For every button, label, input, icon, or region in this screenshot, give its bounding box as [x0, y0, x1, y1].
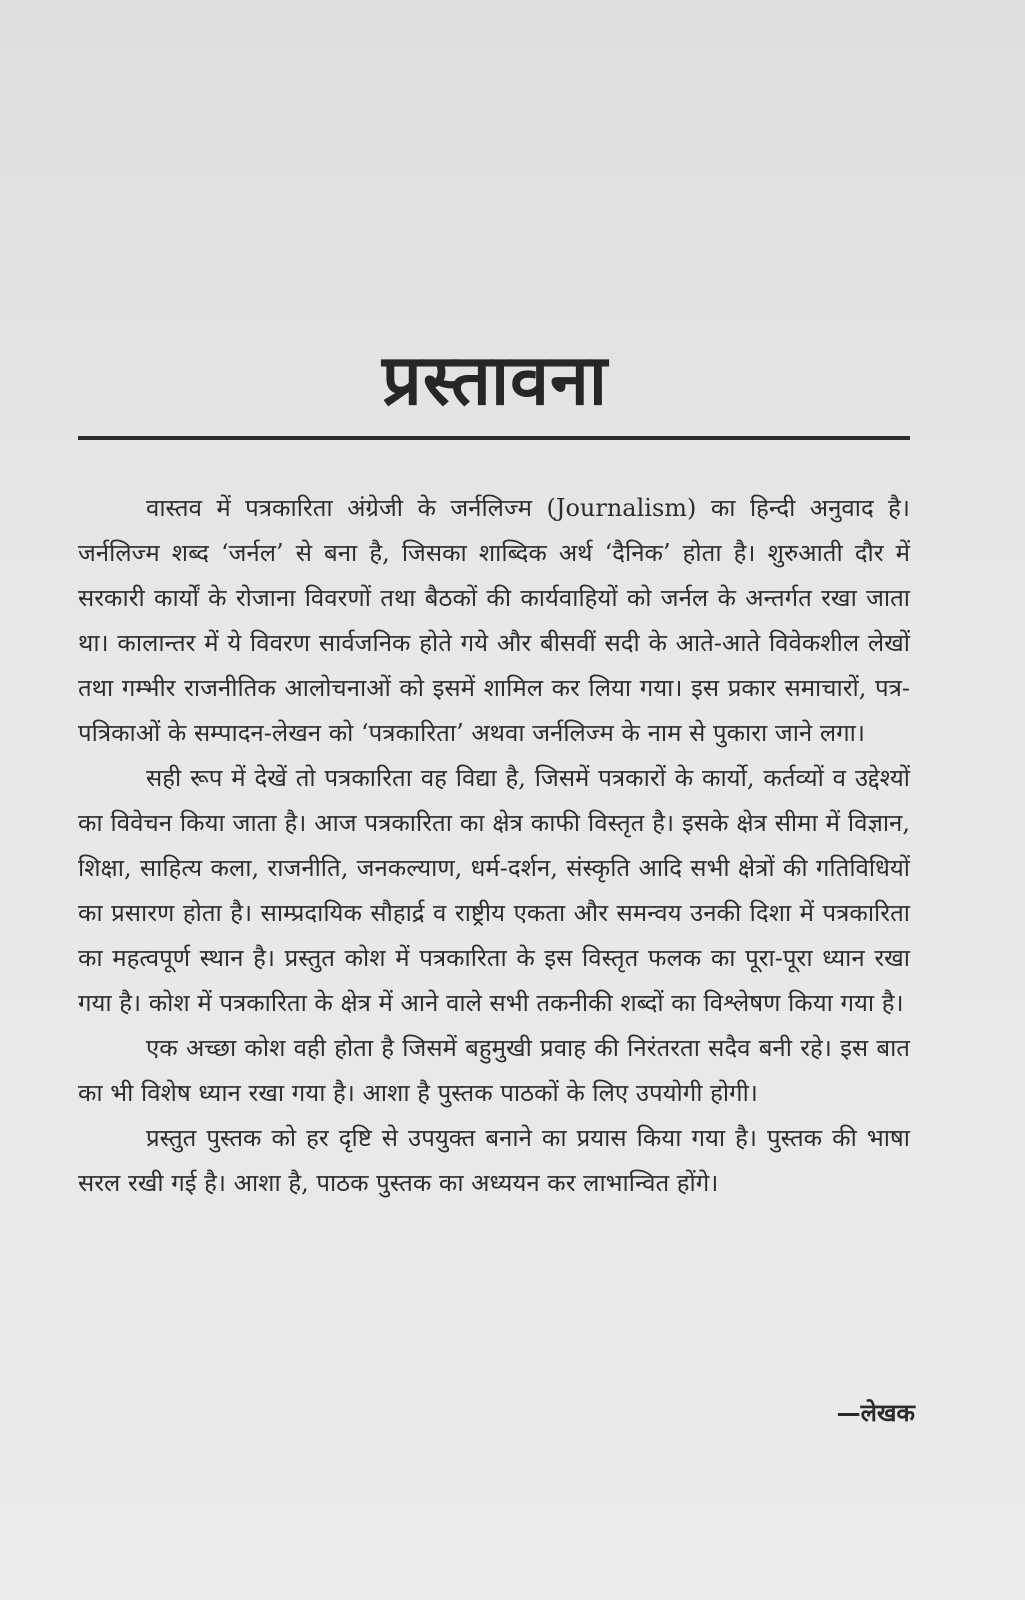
paragraph-3: एक अच्छा कोश वही होता है जिसमें बहुमुखी प्रवाह की निरंतरता सदैव बनी रहे। इस बात का भी विशेष ध्यान रखा गया है। आशा है पुस्तक पाठकों के लिए उपयोगी होगी। — [78, 1034, 910, 1107]
title-underline — [78, 436, 910, 440]
paragraph-1: वास्तव में पत्रकारिता अंग्रेजी के जर्नलिज्म (Journalism) का हिन्दी अनुवाद है। जर्नलिज्म शब्द ‘जर्नल’ से बना है, जिसका शाब्दिक अर्थ ‘दैनिक’ होता है। शुरुआती दौर में सरकारी कार्यों के रोजाना विवरणों तथा बैठकों की कार्यवाहियों को जर्नल के अन्तर्गत रखा जाता था। कालान्तर में ये विवरण सार्वजनिक होते गये और बीसवीं सदी के आते-आते विवेकशील लेखों तथा गम्भीर राजनीतिक आलोचनाओं को इसमें शामिल कर लिया गया। इस प्रकार समाचारों, पत्र-पत्रिकाओं के सम्पादन-लेखन को ‘पत्रकारिता’ अथवा जर्नलिज्म के नाम से पुकारा जाने लगा। — [78, 494, 910, 747]
author-signature: —लेखक — [836, 1399, 915, 1427]
paragraph-2: सही रूप में देखें तो पत्रकारिता वह विद्या है, जिसमें पत्रकारों के कार्यो, कर्तव्यों व उद्देश्यों का विवेचन किया जाता है। आज पत्रकारिता का क्षेत्र काफी विस्तृत है। इसके क्षेत्र सीमा में विज्ञान, शिक्षा, साहित्य कला, राजनीति, जनकल्याण, धर्म-दर्शन, संस्कृति आदि सभी क्षेत्रों की गतिविधियों का प्रसारण होता है। साम्प्रदायिक सौहार्द्र व राष्ट्रीय एकता और समन्वय उनकी दिशा में पत्रकारिता का महत्वपूर्ण स्थान है। प्रस्तुत कोश में पत्रकारिता के इस विस्तृत फलक का पूरा-पूरा ध्यान रखा गया है। कोश में पत्रकारिता के क्षेत्र में आने वाले सभी तकनीकी शब्दों का विश्लेषण किया गया है। — [78, 764, 910, 1017]
page-title: प्रस्तावना — [382, 339, 608, 421]
document-body — [78, 486, 910, 1206]
paragraph-4: प्रस्तुत पुस्तक को हर दृष्टि से उपयुक्त बनाने का प्रयास किया गया है। पुस्तक की भाषा सरल रखी गई है। आशा है, पाठक पुस्तक का अध्ययन कर लाभान्वित होंगे। — [78, 1124, 910, 1197]
